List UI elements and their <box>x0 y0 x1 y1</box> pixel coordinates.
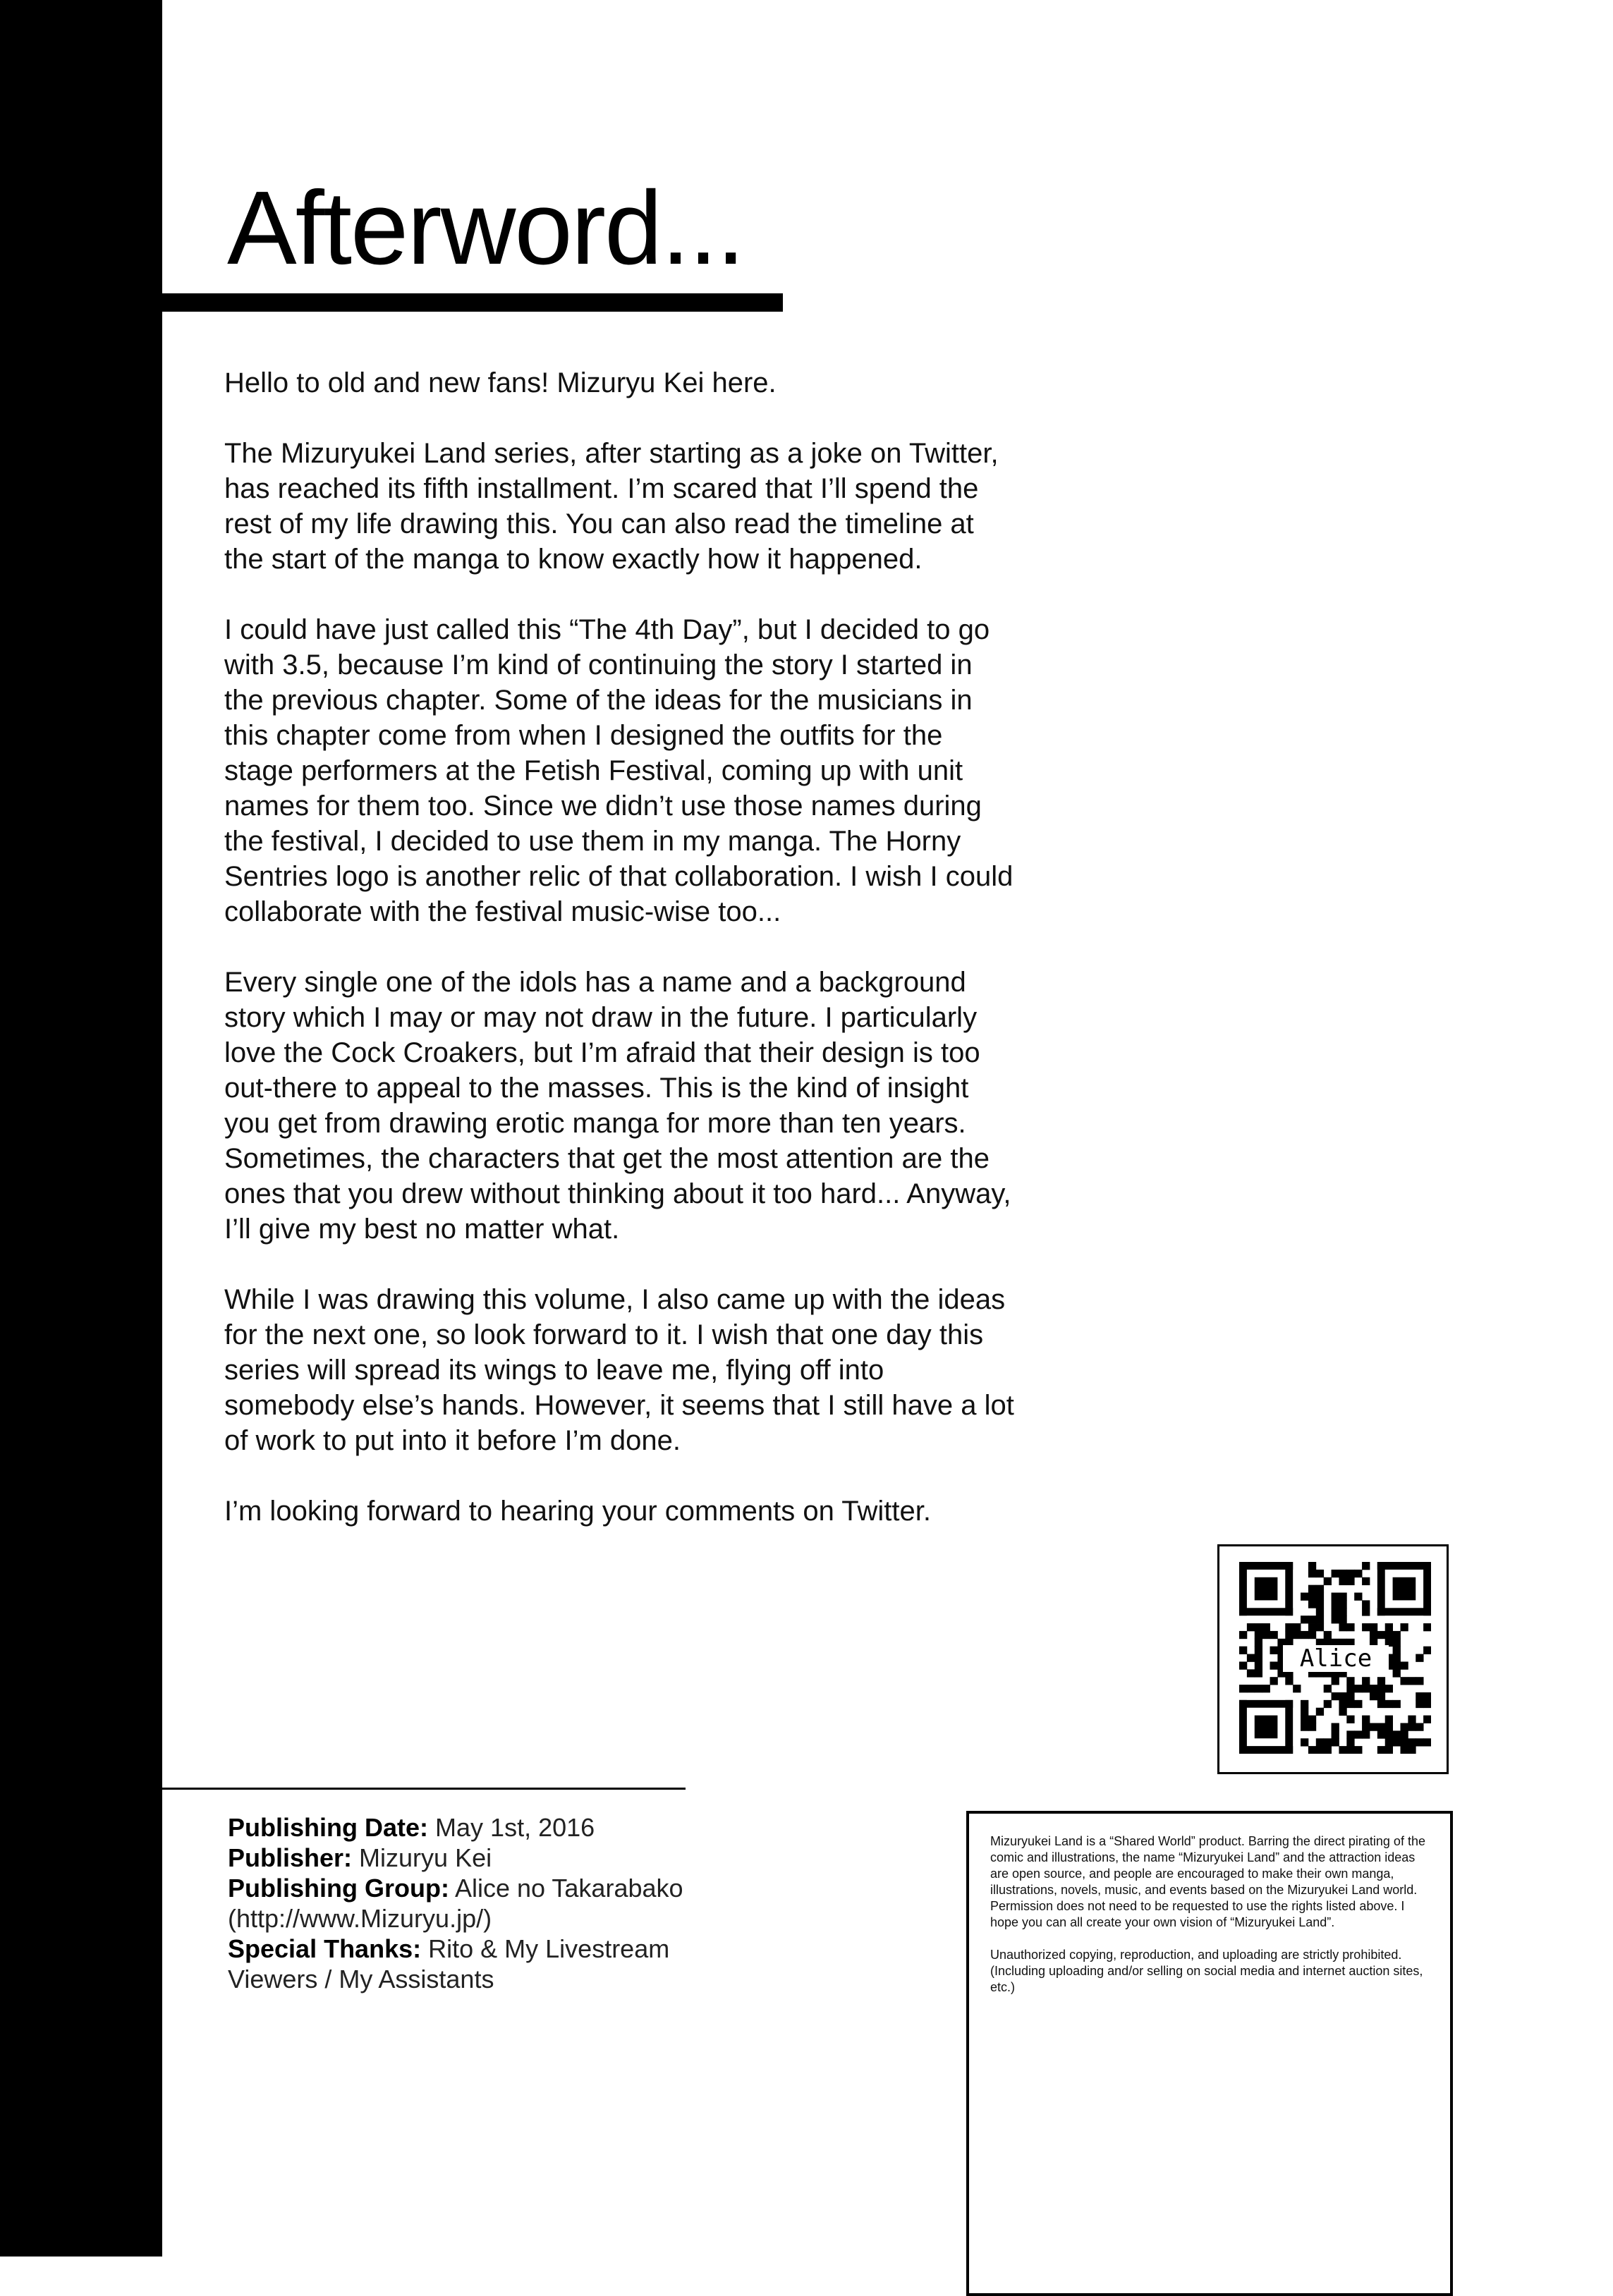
credit-value: Mizuryu Kei <box>359 1843 492 1872</box>
credit-group <box>228 1873 722 1903</box>
notice-paragraph: Mizuryukei Land is a “Shared World” product. Barring the direct pirating of the comic and illustrations, the name “Mizuryukei Land” and the attraction ideas are open source, and people are encouraged to make their own manga, illustrations, novels, music, and events based on the Mizuryukei Land world. Permission does not need to be requested to use the rights listed above. I hope you can all create your own vision of “Mizuryukei Land”. <box>990 1834 1425 1929</box>
credit-label: Publishing Group: <box>228 1874 449 1903</box>
credit-value: May 1st, 2016 <box>435 1813 595 1842</box>
credit-label: Publishing Date: <box>228 1813 429 1842</box>
publishing-credits <box>228 1812 722 1994</box>
credit-thanks-cont: Viewers / My Assistants <box>228 1965 494 1993</box>
credit-date <box>228 1812 722 1843</box>
paragraph: I could have just called this “The 4th Day”, but I decided to go with 3.5, because I’m kind of continuing the story I started in the previous chapter. Some of the ideas for the musicians in this chapter come from when I designed the outfits for the stage performers at the Fetish Festival, coming up with unit names for them too. Since we didn’t use those names during the festival, I decided to use them in my manga. The Horny Sentries logo is another relic of that collaboration. I wish I could collaborate with the festival music-wise too... <box>224 614 1014 927</box>
credit-thanks <box>228 1934 722 1964</box>
credits-divider <box>162 1788 686 1790</box>
paragraph: While I was drawing this volume, I also came up with the ideas for the next one, so look forward to it. I wish that one day this series will spread its wings to leave me, flying off into somebody else’s hands. However, it seems that I still have a lot of work to put into it before I’m done. <box>224 1284 1014 1456</box>
left-black-margin <box>0 0 162 2257</box>
credit-value: Alice no Takarabako <box>454 1874 683 1903</box>
paragraph: Hello to old and new fans! Mizuryu Kei here. <box>224 367 777 398</box>
qr-label: Alice <box>1299 1644 1372 1673</box>
afterword-body <box>224 365 1014 1529</box>
shared-world-notice <box>966 1811 1453 2296</box>
paragraph: The Mizuryukei Land series, after starting as a joke on Twitter, has reached its fifth installment. I’m scared that I’ll spend the rest of my life drawing this. You can also read the timeline at the start of the manga to know exactly how it happened. <box>224 438 999 575</box>
credit-label: Publisher: <box>228 1843 353 1872</box>
credit-publisher <box>228 1843 722 1873</box>
notice-paragraph: Unauthorized copying, reproduction, and uploading are strictly prohibited. (Including uploading and/or selling on social media and internet auction sites, etc.) <box>990 1948 1423 1994</box>
title-underline <box>162 293 783 312</box>
paragraph: Every single one of the idols has a name and a background story which I may or may not draw in the future. I particularly love the Cock Croakers, but I’m afraid that their design is too out-there to appeal to the masses. This is the kind of insight you get from drawing erotic manga for more than ten years. Sometimes, the characters that get the most attention are the ones that you drew without thinking about it too hard... Anyway, I’ll give my best no matter what. <box>224 967 1011 1245</box>
credit-value: Rito & My Livestream <box>428 1934 670 1963</box>
qr-code-icon <box>1239 1562 1431 1754</box>
page-title: Afterword... <box>227 170 744 286</box>
credit-url: (http://www.Mizuryu.jp/) <box>228 1904 492 1933</box>
credit-label: Special Thanks: <box>228 1934 422 1963</box>
qr-code-frame <box>1217 1544 1449 1774</box>
paragraph: I’m looking forward to hearing your comments on Twitter. <box>224 1496 931 1527</box>
